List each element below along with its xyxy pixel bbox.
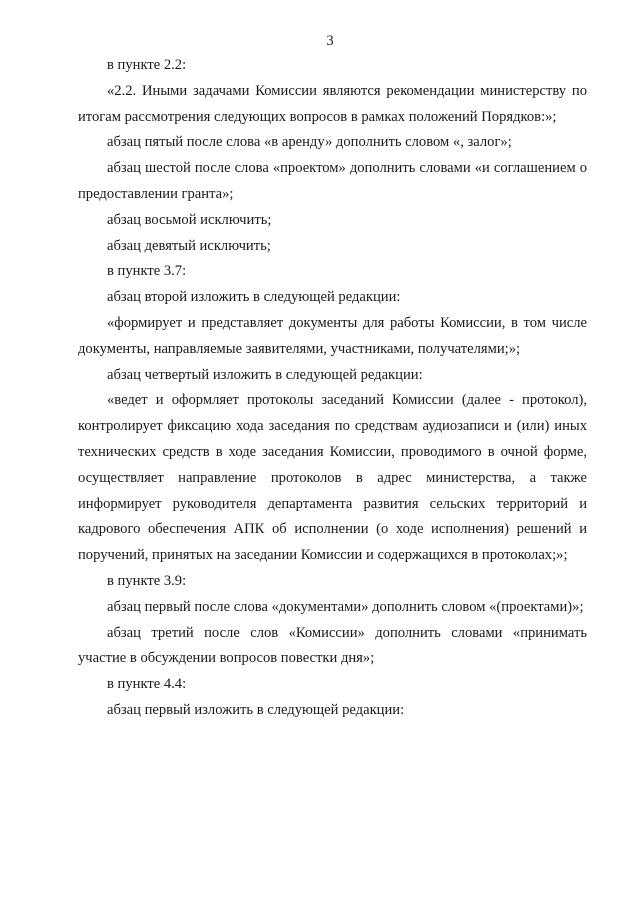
paragraph-point-3-7-intro: в пункте 3.7: <box>107 263 187 280</box>
paragraph-point-4-4-intro: в пункте 4.4: <box>107 676 187 693</box>
paragraph-third-abzac-3-9: абзац третий после слов «Комиссии» дополнить словами «принимать участие в обсуждении вопросов повестки дня»; <box>78 624 587 667</box>
document-body <box>78 53 587 724</box>
paragraph-ninth-abzac: абзац девятый исключить; <box>107 237 271 254</box>
paragraph-first-abzac-3-9: абзац первый после слова «документами» дополнить словом «(проектами)»; <box>107 598 584 615</box>
paragraph-sixth-abzac: абзац шестой после слова «проектом» дополнить словами «и соглашением о предоставлении гранта»; <box>78 160 587 202</box>
paragraph-eighth-abzac: абзац восьмой исключить; <box>107 211 272 228</box>
paragraph-second-abzac-3-7: абзац второй изложить в следующей редакции: <box>107 289 401 306</box>
paragraph-fifth-abzac: абзац пятый после слова «в аренду» дополнить словом «, залог»; <box>107 134 512 151</box>
paragraph-point-2-2-text: «2.2. Иными задачами Комиссии являются рекомендации министерству по итогам рассмотрения следующих вопросов в рамках положений Порядков:»; <box>78 82 587 125</box>
paragraph-first-abzac-4-4: абзац первый изложить в следующей редакции: <box>107 701 405 718</box>
page-number: 3 <box>326 33 334 49</box>
paragraph-protocols: «ведет и оформляет протоколы заседаний Комиссии (далее - протокол), контролирует фиксацию хода заседания по средствам аудиозаписи и (или) иных технических средств в ходе заседания Комиссии, проводимого в очной форме, осуществляет направление протоколов в адрес министерства, а также информирует руководителя департамента развития сельских территорий и кадрового обеспечения АПК об исполнении (о ходе исполнения) решений и поручений, принятых на заседании Комиссии и содержащихся в протоколах;»; <box>78 392 587 564</box>
paragraph-point-3-9-intro: в пункте 3.9: <box>107 572 187 589</box>
paragraph-point-2-2-intro: в пункте 2.2: <box>107 57 187 73</box>
paragraph-fourth-abzac-3-7: абзац четвертый изложить в следующей редакции: <box>107 366 423 383</box>
paragraph-forms-documents: «формирует и представляет документы для работы Комиссии, в том числе документы, направляемые заявителями, участниками, получателями;»; <box>78 314 587 357</box>
